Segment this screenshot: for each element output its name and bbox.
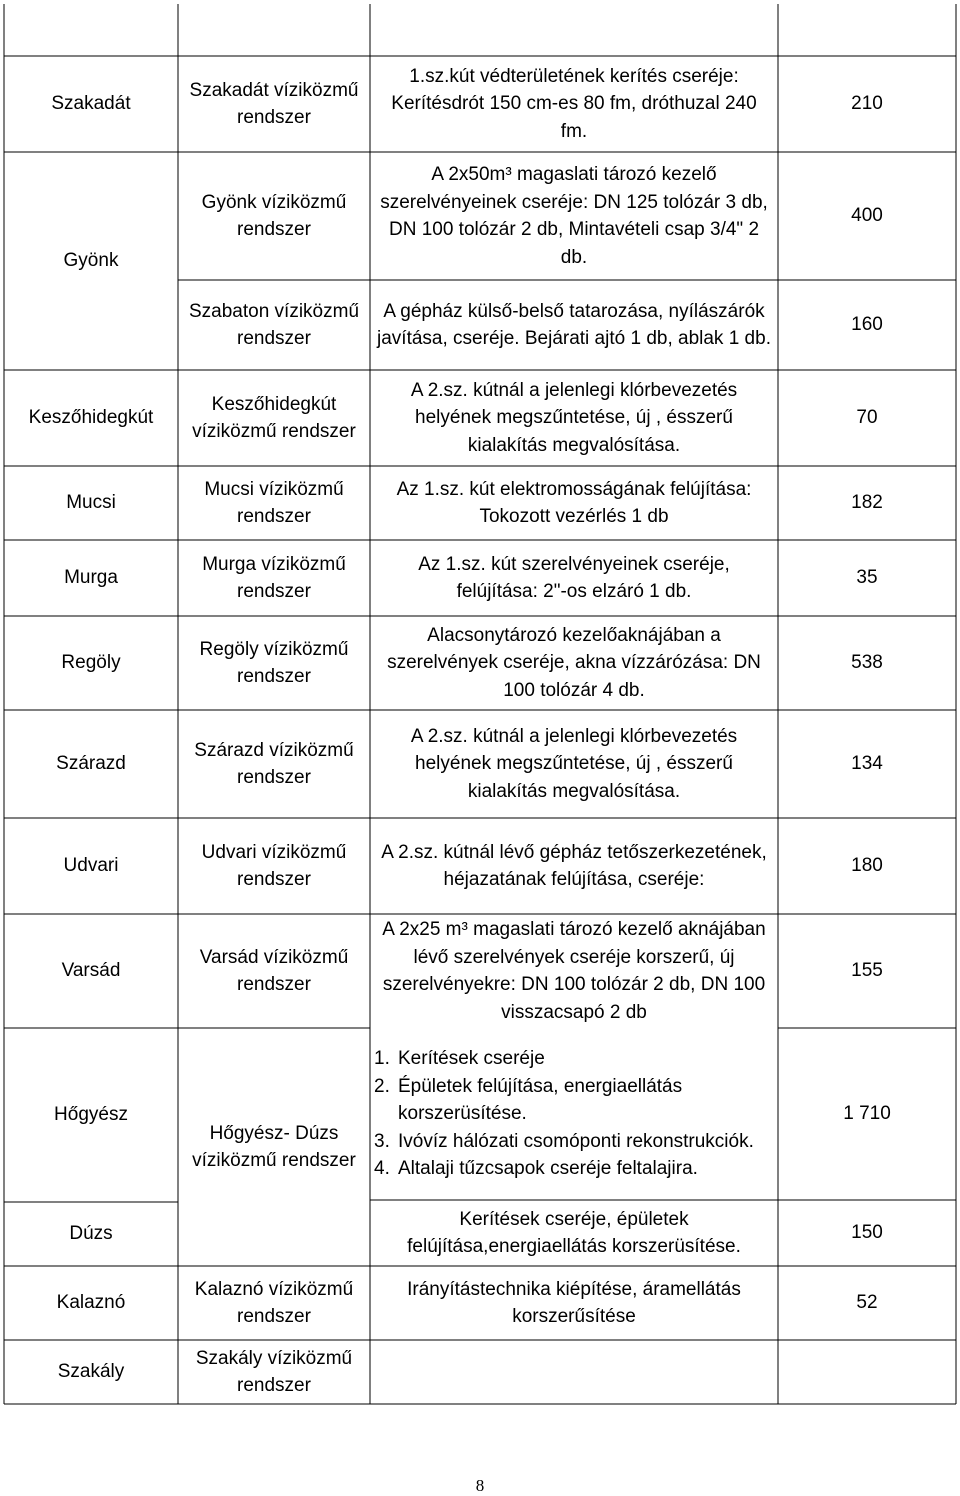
town-cell (4, 818, 178, 914)
amount-cell (778, 1266, 956, 1340)
system-cell (178, 1028, 370, 1266)
description-cell (370, 818, 778, 914)
town-name: Hőgyész (54, 1104, 128, 1126)
amount-cell (778, 914, 956, 1028)
system-cell (178, 1266, 370, 1340)
town-name: Udvari (63, 855, 119, 877)
description-text: 1.sz.kút védterületének kerítés cseréje: Kerítésdrót 150 cm-es 80 fm, dróthuzal 240 fm. (391, 65, 757, 142)
system-cell (178, 1340, 370, 1404)
amount-value: 155 (851, 960, 883, 982)
description-text: A gépház külső-belső tatarozása, nyílászárók javítása, cseréje. Bejárati ajtó 1 db, ablak 1 db. (377, 300, 771, 349)
page-number: 8 (475, 1476, 485, 1495)
town-cell (4, 540, 178, 616)
description-cell (370, 466, 778, 540)
list-text: Ivóvíz hálózati csomóponti rekonstrukciók. (398, 1130, 754, 1152)
amount-value: 150 (851, 1222, 883, 1244)
description-cell (370, 370, 778, 466)
amount-cell (778, 152, 956, 280)
amount-value: 182 (851, 492, 883, 514)
system-name: Szakály víziközmű rendszer (195, 1347, 353, 1396)
system-cell (178, 280, 370, 370)
amount-cell (778, 1028, 956, 1200)
description-cell (370, 1200, 778, 1266)
system-name: Mucsi víziközmű rendszer (204, 478, 344, 527)
amount-value: 70 (856, 407, 878, 429)
system-name: Kalaznó víziközmű rendszer (194, 1278, 354, 1327)
town-name: Gyönk (63, 250, 119, 272)
amount-cell (778, 280, 956, 370)
system-name: Szabaton víziközmű rendszer (188, 300, 360, 349)
town-name: Szakadát (51, 93, 131, 115)
list-item (374, 1155, 772, 1183)
town-cell (4, 370, 178, 466)
list-item (374, 1073, 772, 1128)
system-cell (178, 710, 370, 818)
description-text: Alacsonytározó kezelőaknájában a szerelvények cseréje, akna vízzárózása: DN 100 tolózár 4 db. (387, 624, 761, 701)
description-cell (370, 616, 778, 710)
description-text: A 2.sz. kútnál a jelenlegi klórbevezetés helyének megszűntetése, új , ésszerű kialakítás megvalósítása. (410, 725, 738, 802)
town-cell (4, 710, 178, 818)
amount-cell (778, 710, 956, 818)
description-text: A 2.sz. kútnál a jelenlegi klórbevezetés helyének megszűntetése, új , ésszerű kialakítás megvalósítása. (410, 379, 738, 456)
system-name: Regöly víziközmű rendszer (199, 638, 349, 687)
list-number: 2. (374, 1075, 390, 1097)
description-cell (370, 280, 778, 370)
system-cell (178, 152, 370, 280)
description-text: A 2x50m³ magaslati tározó kezelő szerelvényeinek cseréje: DN 125 tolózár 3 db, DN 100 tolózár 2 db, Mintavételi csap 3/4" 2 db. (380, 164, 768, 268)
system-name: Murga víziközmű rendszer (202, 553, 346, 602)
town-name: Szárazd (56, 753, 126, 775)
amount-value: 1 710 (843, 1103, 891, 1125)
list-text: Kerítések cseréje (398, 1048, 545, 1070)
description-cell (370, 1028, 778, 1200)
amount-cell (778, 540, 956, 616)
system-name: Keszőhidegkút víziközmű rendszer (192, 393, 356, 442)
description-cell (370, 914, 778, 1028)
description-text: Irányítástechnika kiépítése, áramellátás korszerűsítése (407, 1278, 741, 1327)
list-number: 1. (374, 1048, 390, 1070)
town-cell (4, 1028, 178, 1202)
amount-value: 400 (851, 205, 883, 227)
system-name: Szakadát víziközmű rendszer (189, 79, 359, 128)
town-cell (4, 1202, 178, 1266)
amount-value: 160 (851, 314, 883, 336)
list-number: 4. (374, 1158, 390, 1180)
amount-cell (778, 466, 956, 540)
system-name: Szárazd víziközmű rendszer (194, 739, 354, 788)
town-name: Dúzs (69, 1223, 113, 1245)
ordered-list (374, 1045, 772, 1183)
system-cell (178, 818, 370, 914)
town-cell (4, 152, 178, 370)
description-text: Az 1.sz. kút elektromosságának felújítása: Tokozott vezérlés 1 db (396, 478, 752, 527)
town-cell (4, 616, 178, 710)
description-cell (370, 1266, 778, 1340)
town-cell (4, 1266, 178, 1340)
system-cell (178, 914, 370, 1028)
list-text: Altalaji tűzcsapok cseréje feltalajira. (398, 1158, 698, 1180)
amount-cell (778, 1200, 956, 1266)
system-name: Hőgyész- Dúzs víziközmű rendszer (192, 1122, 356, 1171)
description-text: A 2x25 m³ magaslati tározó kezelő aknájában lévő szerelvények cseréje korszerű, új szerelvényekre: DN 100 tolózár 2 db, DN 100 visszacsapó 2 db (382, 919, 766, 1023)
town-name: Murga (64, 567, 118, 589)
amount-cell (778, 370, 956, 466)
description-text: A 2.sz. kútnál lévő gépház tetőszerkezetének, héjazatának felújítása, cseréje: (381, 841, 767, 890)
description-text: Az 1.sz. kút szerelvényeinek cseréje, felújítása: 2"-os elzáró 1 db. (418, 553, 730, 602)
town-name: Regöly (61, 652, 121, 674)
system-name: Udvari víziközmű rendszer (201, 841, 347, 890)
amount-cell (778, 616, 956, 710)
town-name: Varsád (61, 960, 121, 982)
town-cell (4, 56, 178, 152)
description-text: Kerítések cseréje, épületek felújítása,energiaellátás korszerüsítése. (407, 1208, 741, 1257)
system-cell (178, 466, 370, 540)
amount-value: 134 (851, 753, 883, 775)
amount-value: 52 (856, 1292, 878, 1314)
amount-value: 35 (856, 567, 878, 589)
system-name: Varsád víziközmű rendszer (199, 946, 349, 995)
description-cell (370, 540, 778, 616)
system-cell (178, 370, 370, 466)
town-name: Keszőhidegkút (28, 407, 154, 429)
town-cell (4, 1340, 178, 1404)
town-cell (4, 466, 178, 540)
system-cell (178, 540, 370, 616)
list-number: 3. (374, 1130, 390, 1152)
system-name: Gyönk víziközmű rendszer (201, 191, 347, 240)
amount-cell (778, 56, 956, 152)
system-cell (178, 56, 370, 152)
list-item (374, 1045, 772, 1073)
town-cell (4, 914, 178, 1028)
system-cell (178, 616, 370, 710)
town-name: Kalaznó (56, 1292, 126, 1314)
amount-value: 210 (851, 93, 883, 115)
list-text: Épületek felújítása, energiaellátás korszerüsítése. (398, 1075, 683, 1125)
town-name: Mucsi (66, 492, 116, 514)
town-name: Szakály (57, 1361, 125, 1383)
description-cell (370, 152, 778, 280)
list-item (374, 1128, 772, 1156)
amount-value: 538 (851, 652, 883, 674)
description-cell (370, 710, 778, 818)
amount-cell (778, 818, 956, 914)
amount-value: 180 (851, 855, 883, 877)
description-cell (370, 56, 778, 152)
